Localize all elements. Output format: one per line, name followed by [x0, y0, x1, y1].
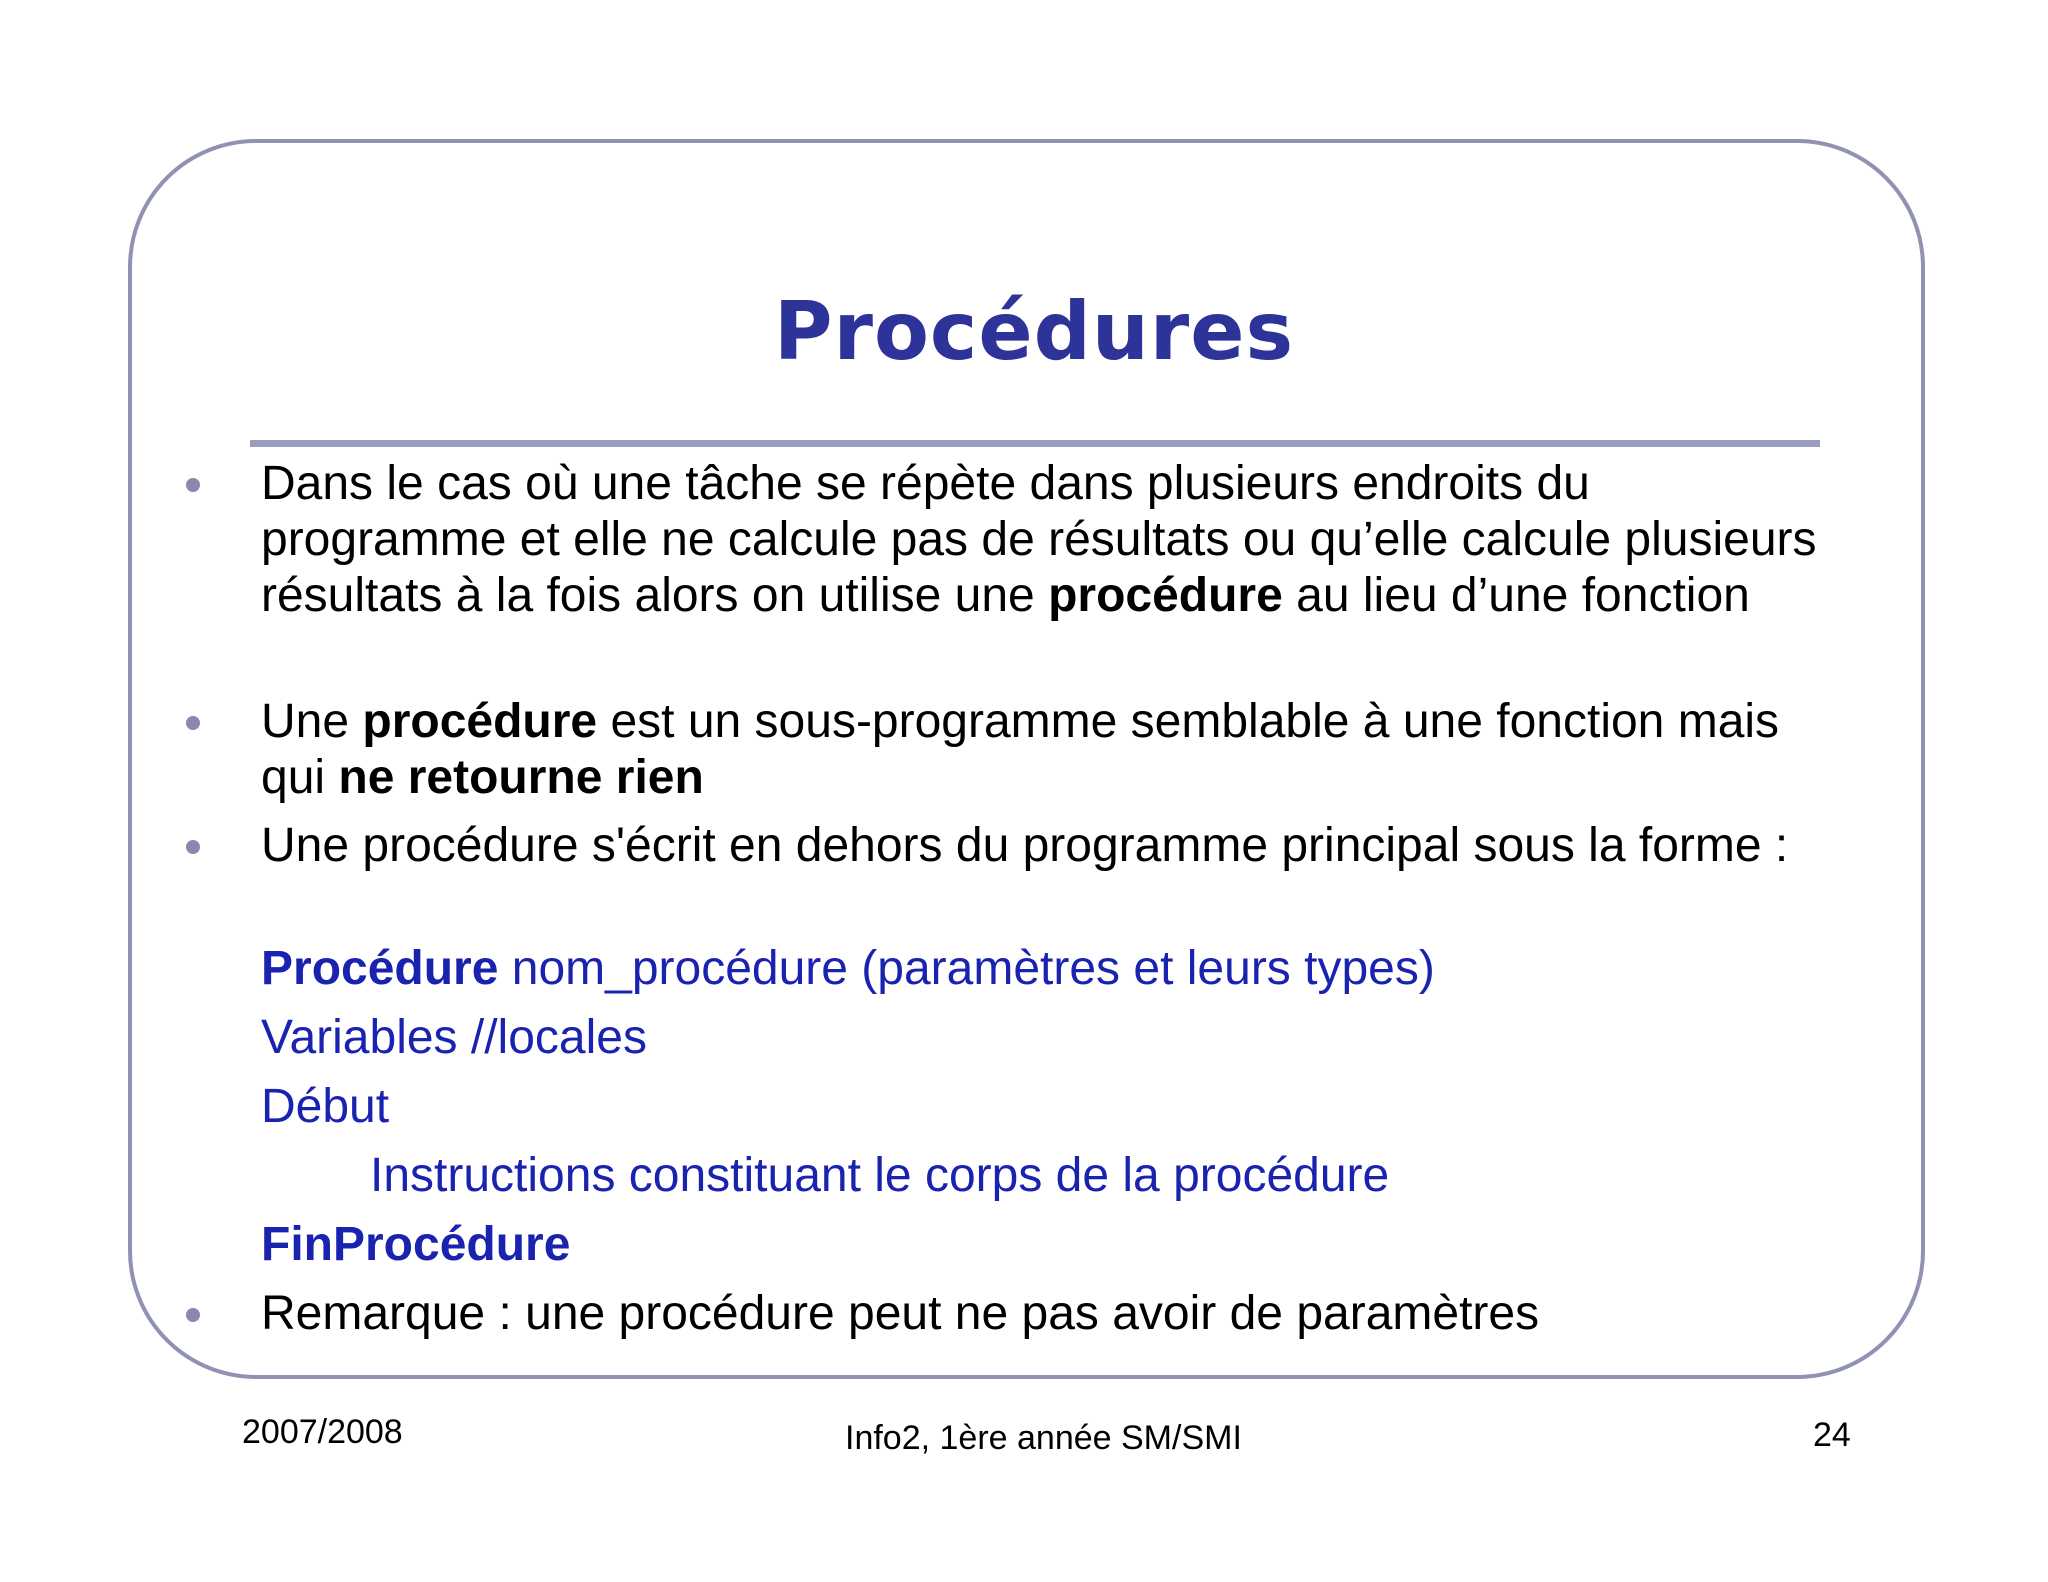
bullet-text-3: Une procédure s'écrit en dehors du programme principal sous la forme :	[261, 819, 1789, 872]
code-line-procedure-header	[261, 941, 1435, 997]
bullet-text-2	[261, 694, 1821, 806]
bullet-2-bold-end: ne retourne rien	[338, 751, 704, 804]
bullet-marker-3	[186, 840, 200, 854]
code-procedure-signature: nom_procédure (paramètres et leurs types)	[498, 942, 1435, 995]
bullet-1-bold: procédure	[1048, 569, 1283, 622]
code-line-variables: Variables //locales	[261, 1011, 647, 1064]
code-keyword-fin-procedure: FinProcédure	[261, 1218, 571, 1271]
bullet-1-text-start: Dans le cas où une tâche se répète dans plusieurs endroits du programme et elle ne calcule pas de résultats ou qu’elle calcule plusieurs résultats à la fois alors on utilise une	[261, 457, 1817, 622]
bullet-2-text-middle: est un sous-programme semblable à une fonction mais qui	[261, 695, 1780, 804]
code-keyword-procedure: Procédure	[261, 942, 499, 995]
title-divider	[250, 440, 1820, 447]
code-line-fin-procedure	[261, 1217, 570, 1273]
bullet-marker-4	[186, 1308, 200, 1322]
footer-page-number: 24	[1813, 1416, 1851, 1454]
bullet-marker-2	[186, 716, 200, 730]
code-line-instructions: Instructions constituant le corps de la procédure	[370, 1149, 1390, 1202]
bullet-2-bold: procédure	[362, 695, 598, 748]
footer-year: 2007/2008	[242, 1413, 403, 1451]
slide-title: Procédures	[773, 285, 1295, 378]
bullet-text-4: Remarque : une procédure peut ne pas avoir de paramètres	[261, 1287, 1540, 1340]
bullet-marker-1	[186, 478, 200, 492]
bullet-1-text-end: au lieu d’une fonction	[1282, 569, 1750, 622]
code-line-debut: Début	[261, 1080, 390, 1133]
footer-course: Info2, 1ère année SM/SMI	[845, 1419, 1242, 1457]
bullet-2-text-start: Une	[261, 695, 363, 748]
bullet-text-1	[261, 456, 1821, 624]
